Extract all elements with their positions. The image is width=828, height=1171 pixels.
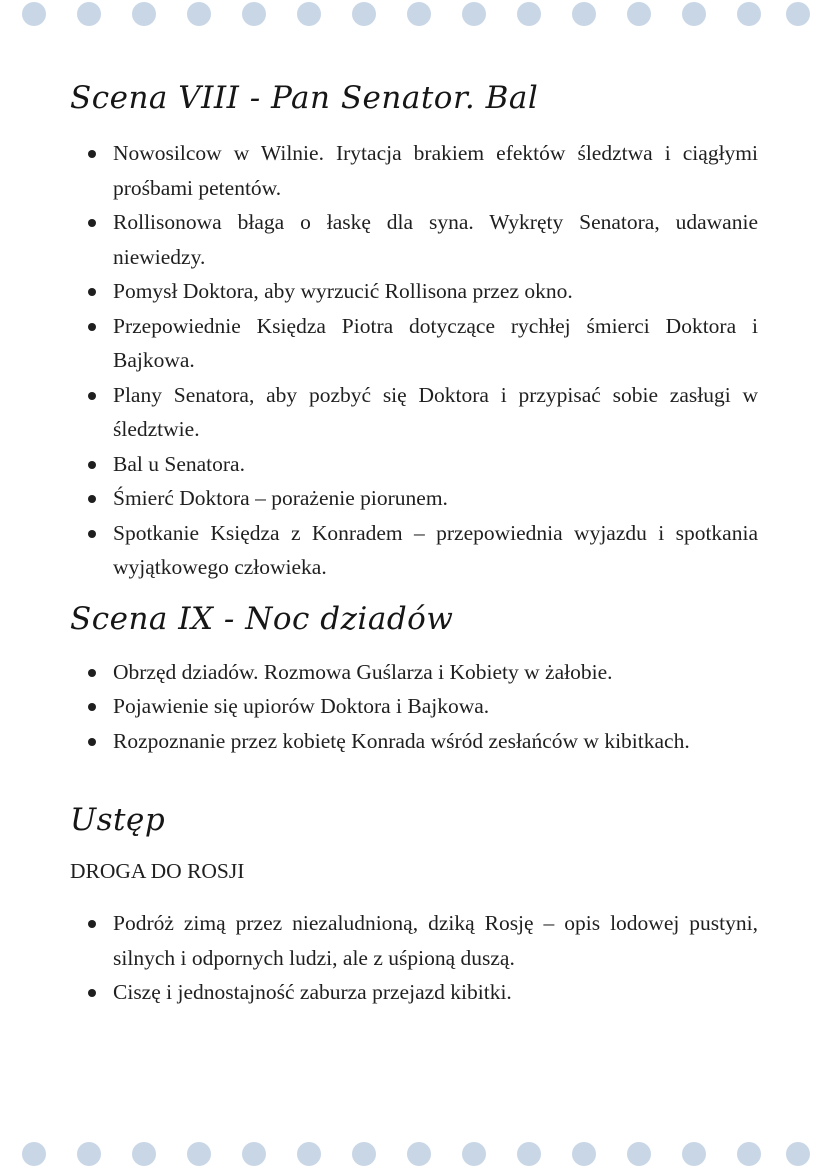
decorative-dot [132,2,156,26]
decorative-dot [407,1142,431,1166]
subheading-droga-do-rosji: DROGA DO ROSJI [70,859,245,883]
ustep-list [70,906,758,1010]
decorative-dot [572,2,596,26]
decorative-dot [242,1142,266,1166]
decorative-dot [187,1142,211,1166]
decorative-dot [352,2,376,26]
document-body [70,72,758,1010]
section-title-scena-ix: Scena IX - Noc dziadów [70,600,454,637]
list-item: Rollisonowa błaga o łaskę dla syna. Wykręty Senatora, udawanie niewiedzy. [70,205,758,274]
list-item: Rozpoznanie przez kobietę Konrada wśród zesłańców w kibitkach. [70,724,758,759]
decorative-dot [132,1142,156,1166]
decorative-dot [682,2,706,26]
decorative-dot [786,2,810,26]
decorative-dot [682,1142,706,1166]
decorative-dot [737,1142,761,1166]
decorative-dot [297,1142,321,1166]
decorative-dot [462,2,486,26]
decorative-dot [242,2,266,26]
decorative-dot [517,2,541,26]
top-dot-border [0,0,828,28]
list-item: Bal u Senatora. [70,447,758,482]
list-item: Spotkanie Księdza z Konradem – przepowiednia wyjazdu i spotkania wyjątkowego człowieka. [70,516,758,585]
decorative-dot [77,2,101,26]
list-item: Plany Senatora, aby pozbyć się Doktora i przypisać sobie zasługi w śledztwie. [70,378,758,447]
list-item: Pojawienie się upiorów Doktora i Bajkowa. [70,689,758,724]
scena-viii-list [70,136,758,585]
decorative-dot [297,2,321,26]
decorative-dot [517,1142,541,1166]
decorative-dot [572,1142,596,1166]
list-item: Pomysł Doktora, aby wyrzucić Rollisona przez okno. [70,274,758,309]
decorative-dot [22,2,46,26]
decorative-dot [627,1142,651,1166]
decorative-dot [22,1142,46,1166]
list-item: Podróż zimą przez niezaludnioną, dziką Rosję – opis lodowej pustyni, silnych i odpornych ludzi, ale z uśpioną duszą. [70,906,758,975]
section-title-ustep: Ustęp [70,802,166,838]
decorative-dot [407,2,431,26]
section-title-scena-viii: Scena VIII - Pan Senator. Bal [70,80,539,116]
decorative-dot [737,2,761,26]
list-item: Ciszę i jednostajność zaburza przejazd kibitki. [70,975,758,1010]
decorative-dot [627,2,651,26]
list-item: Śmierć Doktora – porażenie piorunem. [70,481,758,516]
scena-ix-list [70,655,758,759]
decorative-dot [77,1142,101,1166]
decorative-dot [187,2,211,26]
decorative-dot [462,1142,486,1166]
decorative-dot [352,1142,376,1166]
list-item: Obrzęd dziadów. Rozmowa Guślarza i Kobiety w żałobie. [70,655,758,690]
list-item: Nowosilcow w Wilnie. Irytacja brakiem efektów śledztwa i ciągłymi prośbami petentów. [70,136,758,205]
bottom-dot-border [0,1140,828,1168]
decorative-dot [786,1142,810,1166]
list-item: Przepowiednie Księdza Piotra dotyczące rychłej śmierci Doktora i Bajkowa. [70,309,758,378]
